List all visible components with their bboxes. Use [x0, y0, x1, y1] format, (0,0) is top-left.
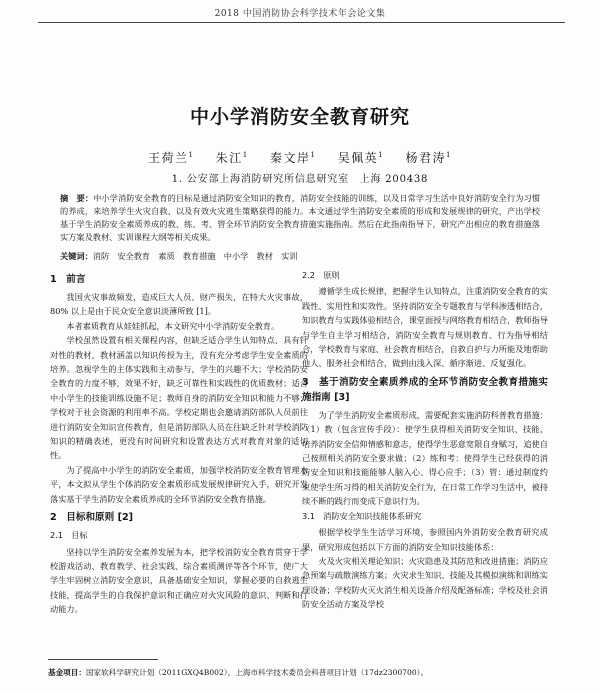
subsection-heading: 3.1 消防安全知识技能体系研究 — [302, 510, 422, 521]
paragraph: 本者素质教育从娃娃抓起，本文研究中小学消防安全教育。 — [66, 320, 280, 331]
right-column — [302, 268, 548, 612]
paragraph: 为了提高中小学生的消防安全素质，加强学校消防安全教育管理水平，本文拟从学生个体消防安全素质形成发展规律研究入手，研究开发落实基于学生消防安全素质养成的全环节消防安全教育措施。 — [50, 464, 308, 504]
abstract — [60, 192, 540, 244]
author-name: 朱江 — [215, 151, 243, 165]
abstract-label: 摘 要： — [60, 193, 94, 203]
footnote-label: 基金项目： — [48, 668, 86, 677]
abstract-text: 中小学消防安全教育的目标是通过消防安全知识的教育，消防安全技能的训练，以及日常学习生活中良好消防安全行为习惯的养成，来培养学生火灾自救、以及有效火灾逃生策略获得的能力。本文通过学生消防安全素质的形成和发展规律的研究，产出学校基于学生消防安全素质养成的教、练、考、管全环节消防安全教育措施实施指南。然后在此指南指导下，研究产出相应的教育措施落实方案及教材、实训课程大纲等相关成果。 — [60, 193, 540, 242]
paragraph: 遵循学生成长规律，把握学生认知特点，注重消防安全教育的实践性、实用性和实效性。坚持消防安全专题教育与学科渗透相结合，知识教育与实践体验相结合，课堂面授与网络教育相结合，教师指导与学生自主学习相结合，消防安全教育与规则教育、行为指导相结合，学校教育与家庭、社会教育相结合，自救自护与力所能及地帮助他人、服务社会相结合，做到由浅入深、循序渐进、反复强化。 — [302, 286, 548, 369]
running-header: 2018 中国消防协会科学技术年会论文集 — [214, 9, 386, 19]
paragraph: 火及火灾相关理论知识；火灾隐患及其防范和改进措施；消防应急预案与疏散演练方案；火灾求生知识、技能及其模拟演练和训练实现设备；学校防火灭火消生相关设备介绍及配备标准；学校及社会消防安全活动方案及学校 — [302, 555, 548, 610]
affiliation: 1. 公安部上海消防研究所信息研究室 上海 200438 — [171, 174, 429, 185]
author-name: 秦文岸 — [270, 151, 311, 165]
left-column — [50, 268, 308, 617]
keywords — [60, 250, 540, 263]
header-rule — [38, 22, 565, 23]
paragraph: 学校虽然设置有相关课程内容，但缺乏适合学生认知特点、具有针对性的教材，教材涵盖以知识传授为主，没有充分考虑学生安全素质的培养。忽视学生的主体实践和主动参与，学生的兴趣不大；学校消防安全教育的力度不够，效果不好，缺乏可靠性和实践性的优质教材；适合中小学生的技能训练设施不足；教师自身的消防安全知识和能力不够；学校对于社会资源的利用率不高。学校定期也会邀请消防部队人员前往进行消防安全知识宣传教育，但是消防部队人员在往缺乏针对学校消防知识的精确表述，更没有时间研究和设置表达方式对教育对象的适切性。 — [50, 335, 308, 461]
section-heading: 1 前言 — [50, 274, 86, 285]
footnote — [48, 667, 568, 678]
author-affil-mark: 1 — [242, 151, 249, 159]
author-affil-mark: 1 — [446, 151, 452, 159]
footnote-text: 国家软科学研究计划（2011GXQ4B002），上海市科学技术委员会科普项目计划（17dz2300700）。 — [85, 668, 429, 677]
section-heading: 3 基于消防安全素质养成的全环节消防安全教育措施实施指南 [3] — [302, 376, 548, 403]
author-name: 吴佩英 — [337, 151, 379, 165]
section-heading: 2 目标和原则 [2] — [50, 512, 134, 524]
keywords-label: 关键词： — [60, 251, 93, 261]
author-list — [0, 149, 600, 166]
keywords-text: 消防 安全教育 素质 教育措施 中小学 教材 实训 — [92, 251, 298, 261]
subsection-heading: 2.2 原则 — [302, 270, 340, 280]
author-affil-mark: 1 — [310, 151, 317, 159]
paragraph: 根据学校学生生活学习环境，参照国内外消防安全教育研究成果，研究形成包括以下方面的消防安全知识技能体系： — [302, 527, 548, 552]
author-affil-mark: 1 — [188, 151, 195, 159]
author-name: 王荷兰 — [148, 151, 189, 165]
paragraph: 坚持以学生消防安全素养发展为本，把学校消防安全教育贯穿于学校游戏活动、教育教学、社会实践、综合素质测评等各个环节，使广大学生牢固树立消防安全意识，具备基础安全知识，掌握必要的自救逃生技能，提高学生的自我保护意识和正确应对火灾风险的意识、判断和行动能力。 — [50, 546, 308, 615]
author-name: 杨君涛 — [405, 151, 447, 165]
subsection-heading: 2.1 目标 — [50, 530, 88, 541]
footnote-rule — [48, 659, 158, 660]
paragraph: 为了学生消防安全素质形成，需要配套实施消防科普教育措施：（1）教（包含宣传手段）：使学生获得相关消防安全知识、技能，培养消防安全信仰情感和意志，使得学生恶意宽限自身赋习，追使自己按照相关消防安全要求做；（2）练和考：使得学生已经获得的消防安全知识和技能能够人脑入心、得心应手；（3）管：通过制度约束使学生所习得的相关消防安全行为，在日常工作学习生活中，被持续不断的践行而变成下意识行为。 — [302, 409, 548, 507]
paragraph: 我国火灾事故频发，造成巨大人员、财产损失，在特大火灾事故，80% 以上是由于民众安全意识淡薄所致 [1]。 — [50, 292, 308, 317]
paper-title: 中小学消防安全教育研究 — [189, 106, 410, 128]
author-affil-mark: 1 — [378, 151, 385, 159]
